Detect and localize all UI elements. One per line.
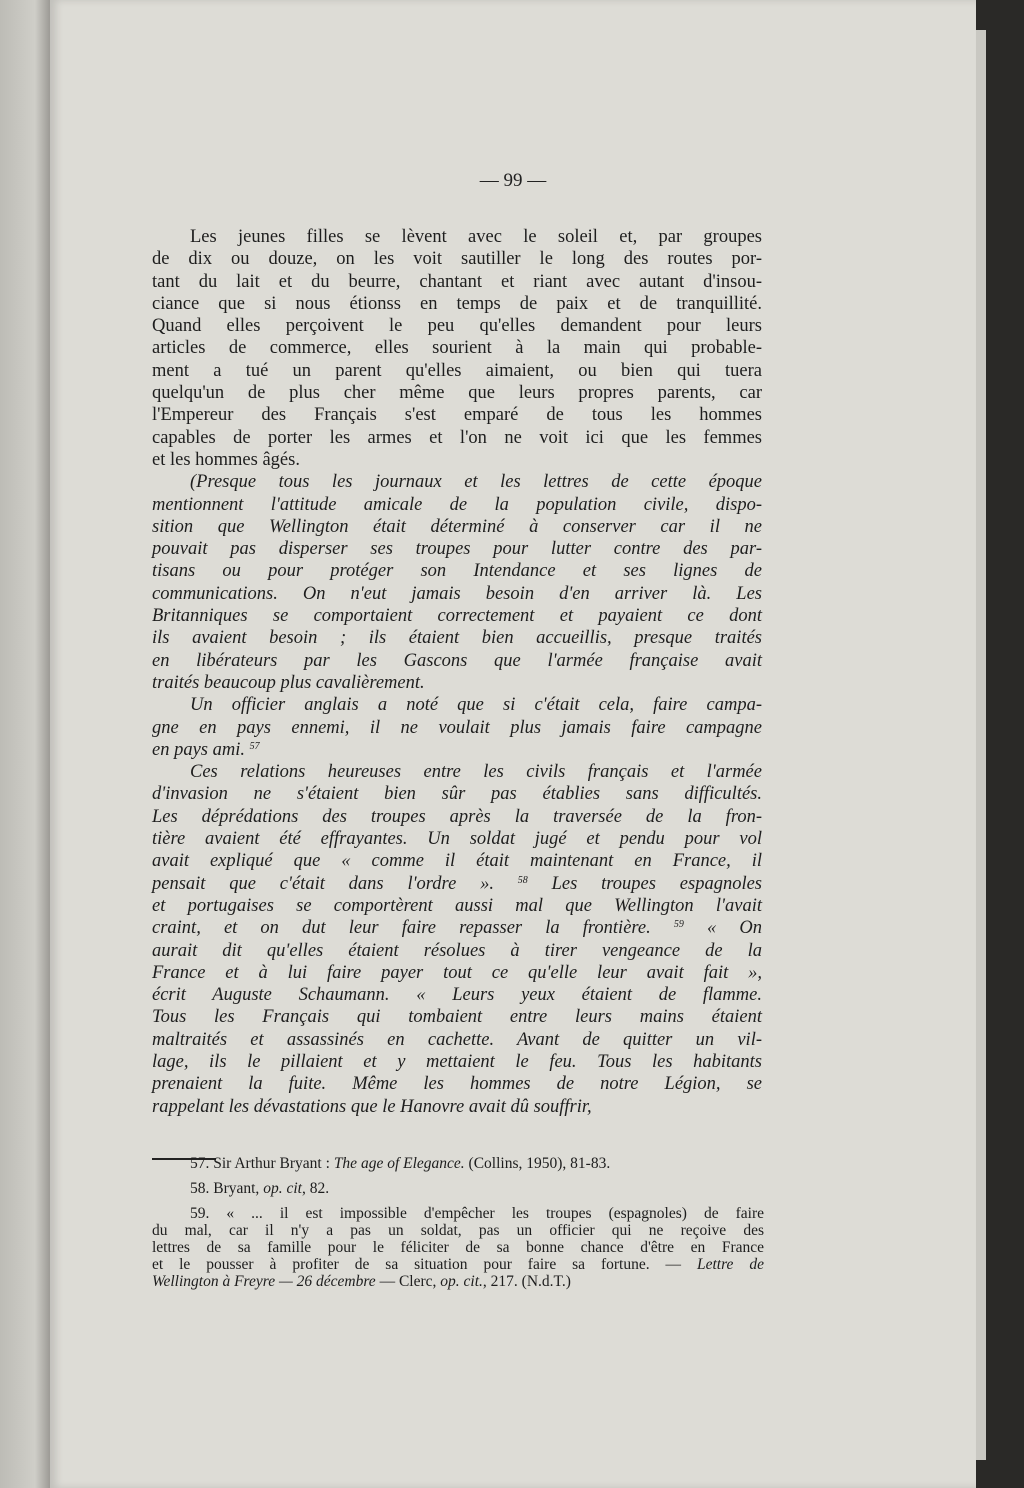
- text-line: [152, 1222, 764, 1239]
- text-line: articles de commerce, elles sourient à la main qui probable-: [152, 338, 762, 359]
- text-line: [152, 873, 762, 895]
- text-segment: (Collins, 1950), 81-83.: [464, 1155, 611, 1172]
- text-segment: pensait que c'était dans l'ordre ».: [152, 873, 518, 894]
- paragraph: [152, 761, 762, 1118]
- page-stack-edge: [976, 30, 986, 1460]
- text-line: Un officier anglais a noté que si c'était cela, faire campa-: [190, 695, 762, 716]
- text-segment: , 82.: [301, 1180, 330, 1197]
- text-line: de dix ou douze, on les voit sautiller le long des routes por-: [152, 249, 762, 270]
- text-line: [152, 739, 762, 761]
- text-line: pouvait pas disperser ses troupes pour lutter contre des par-: [152, 539, 762, 560]
- text-segment: 59. « ... il est impossible d'empêcher les troupes (espagnoles) de faire: [190, 1205, 764, 1222]
- text-line: [152, 1155, 764, 1172]
- text-line: mentionnent l'attitude amicale de la population civile, dispo-: [152, 494, 762, 515]
- text-line: prenaient la fuite. Même les hommes de notre Légion, se: [152, 1074, 762, 1095]
- footnote-reference: 57: [249, 740, 260, 752]
- text-line: ciance que si nous étionss en temps de paix et de tranquillité.: [152, 293, 762, 314]
- text-line: Tous les Français qui tombaient entre leurs mains étaient: [152, 1007, 762, 1028]
- paragraph: [152, 471, 762, 694]
- text-segment: Wellington à Freyre — 26 décembre: [152, 1273, 376, 1290]
- text-line: capables de porter les armes et l'on ne voit ici que les femmes: [152, 427, 762, 448]
- facing-page-edge: [0, 0, 50, 1488]
- text-segment: « On: [683, 918, 762, 939]
- text-line: maltraités et assassinés en cachette. Avant de quitter un vil-: [152, 1029, 762, 1050]
- text-segment: — Clerc,: [375, 1273, 441, 1290]
- text-line: ment a tué un parent qu'elles aimaient, ou bien qui tuera: [152, 360, 762, 381]
- text-segment: op. cit: [263, 1180, 302, 1197]
- text-line: tisans ou pour protéger son Intendance et ses lignes de: [152, 561, 762, 582]
- paragraph: [152, 694, 762, 761]
- text-line: Britanniques se comportaient correctement et payaient ce dont: [152, 606, 762, 627]
- text-line: France et à lui faire payer tout ce qu'elle leur avait fait »,: [152, 962, 762, 983]
- text-line: rappelant les dévastations que le Hanovre avait dû souffrir,: [152, 1096, 592, 1117]
- text-line: gne en pays ennemi, il ne voulait plus jamais faire campagne: [152, 717, 762, 738]
- text-line: [152, 917, 762, 939]
- text-line: aurait dit qu'elles étaient résolues à tirer vengeance de la: [152, 940, 762, 961]
- text-line: communications. On n'eut jamais besoin d'en arriver là. Les: [152, 583, 762, 604]
- text-line: ils avaient besoin ; ils étaient bien accueillis, presque traités: [152, 628, 762, 649]
- text-line: [152, 1180, 764, 1197]
- text-line: [152, 1239, 764, 1256]
- text-line: (Presque tous les journaux et les lettres de cette époque: [190, 472, 762, 493]
- text-segment: 58. Bryant,: [190, 1180, 264, 1197]
- text-segment: Lettre de: [696, 1256, 764, 1273]
- paragraph: [152, 226, 762, 471]
- text-line: Les déprédations des troupes après la traversée de la fron-: [152, 806, 762, 827]
- text-line: tière avaient été effrayantes. Un soldat jugé et pendu pour vol: [152, 829, 762, 850]
- text-line: lage, ils le pillaient et y mettaient le feu. Tous les habitants: [152, 1051, 762, 1072]
- footnotes: [152, 1155, 764, 1290]
- text-line: [152, 1205, 764, 1222]
- text-line: traités beaucoup plus cavalièrement.: [152, 672, 425, 693]
- text-segment: lettres de sa famille pour le féliciter de sa bonne chance d'être en France: [152, 1239, 764, 1256]
- text-segment: The age of Elegance.: [333, 1155, 465, 1172]
- text-segment: craint, et on dut leur faire repasser la frontière.: [152, 918, 674, 939]
- text-segment: et le pousser à profiter de sa situation pour faire sa fortune. —: [152, 1256, 697, 1273]
- footnote: [152, 1205, 764, 1290]
- page-number: — 99 —: [479, 170, 547, 191]
- text-line: [152, 1256, 764, 1273]
- text-line: écrit Auguste Schaumann. « Leurs yeux étaient de flamme.: [152, 985, 762, 1006]
- text-line: Quand elles perçoivent le peu qu'elles demandent pour leurs: [152, 316, 762, 337]
- text-line: avait expliqué que « comme il était maintenant en France, il: [152, 851, 762, 872]
- text-line: d'invasion ne s'étaient bien sûr pas établies sans difficultés.: [152, 784, 762, 805]
- text-line: et portugaises se comportèrent aussi mal que Wellington l'avait: [152, 895, 762, 916]
- text-line: Ces relations heureuses entre les civils français et l'armée: [190, 762, 762, 783]
- text-line: en libérateurs par les Gascons que l'armée française avait: [152, 650, 762, 671]
- footnote-reference: 58: [517, 874, 528, 886]
- text-segment: en pays ami.: [152, 739, 250, 760]
- text-segment: , 217. (N.d.T.): [482, 1273, 571, 1290]
- text-segment: Les troupes espagnoles: [527, 873, 762, 894]
- footnote-reference: 59: [673, 919, 684, 931]
- text-segment: 57. Sir Arthur Bryant :: [190, 1155, 334, 1172]
- text-line: [152, 1273, 764, 1290]
- text-line: Les jeunes filles se lèvent avec le soleil et, par groupes: [190, 227, 762, 247]
- text-line: tant du lait et du beurre, chantant et riant avec autant d'insou-: [152, 271, 762, 292]
- footnote: [152, 1180, 764, 1197]
- body-text: [152, 226, 762, 1118]
- text-line: quelqu'un de plus cher même que leurs propres parents, car: [152, 383, 762, 404]
- text-segment: du mal, car il n'y a pas un soldat, pas un officier qui ne reçoive des: [152, 1222, 764, 1239]
- text-segment: op. cit.: [440, 1273, 483, 1290]
- text-line: et les hommes âgés.: [152, 449, 300, 470]
- footnote: [152, 1155, 764, 1172]
- text-line: l'Empereur des Français s'est emparé de tous les hommes: [152, 405, 762, 426]
- text-line: sition que Wellington était déterminé à conserver car il ne: [152, 516, 762, 537]
